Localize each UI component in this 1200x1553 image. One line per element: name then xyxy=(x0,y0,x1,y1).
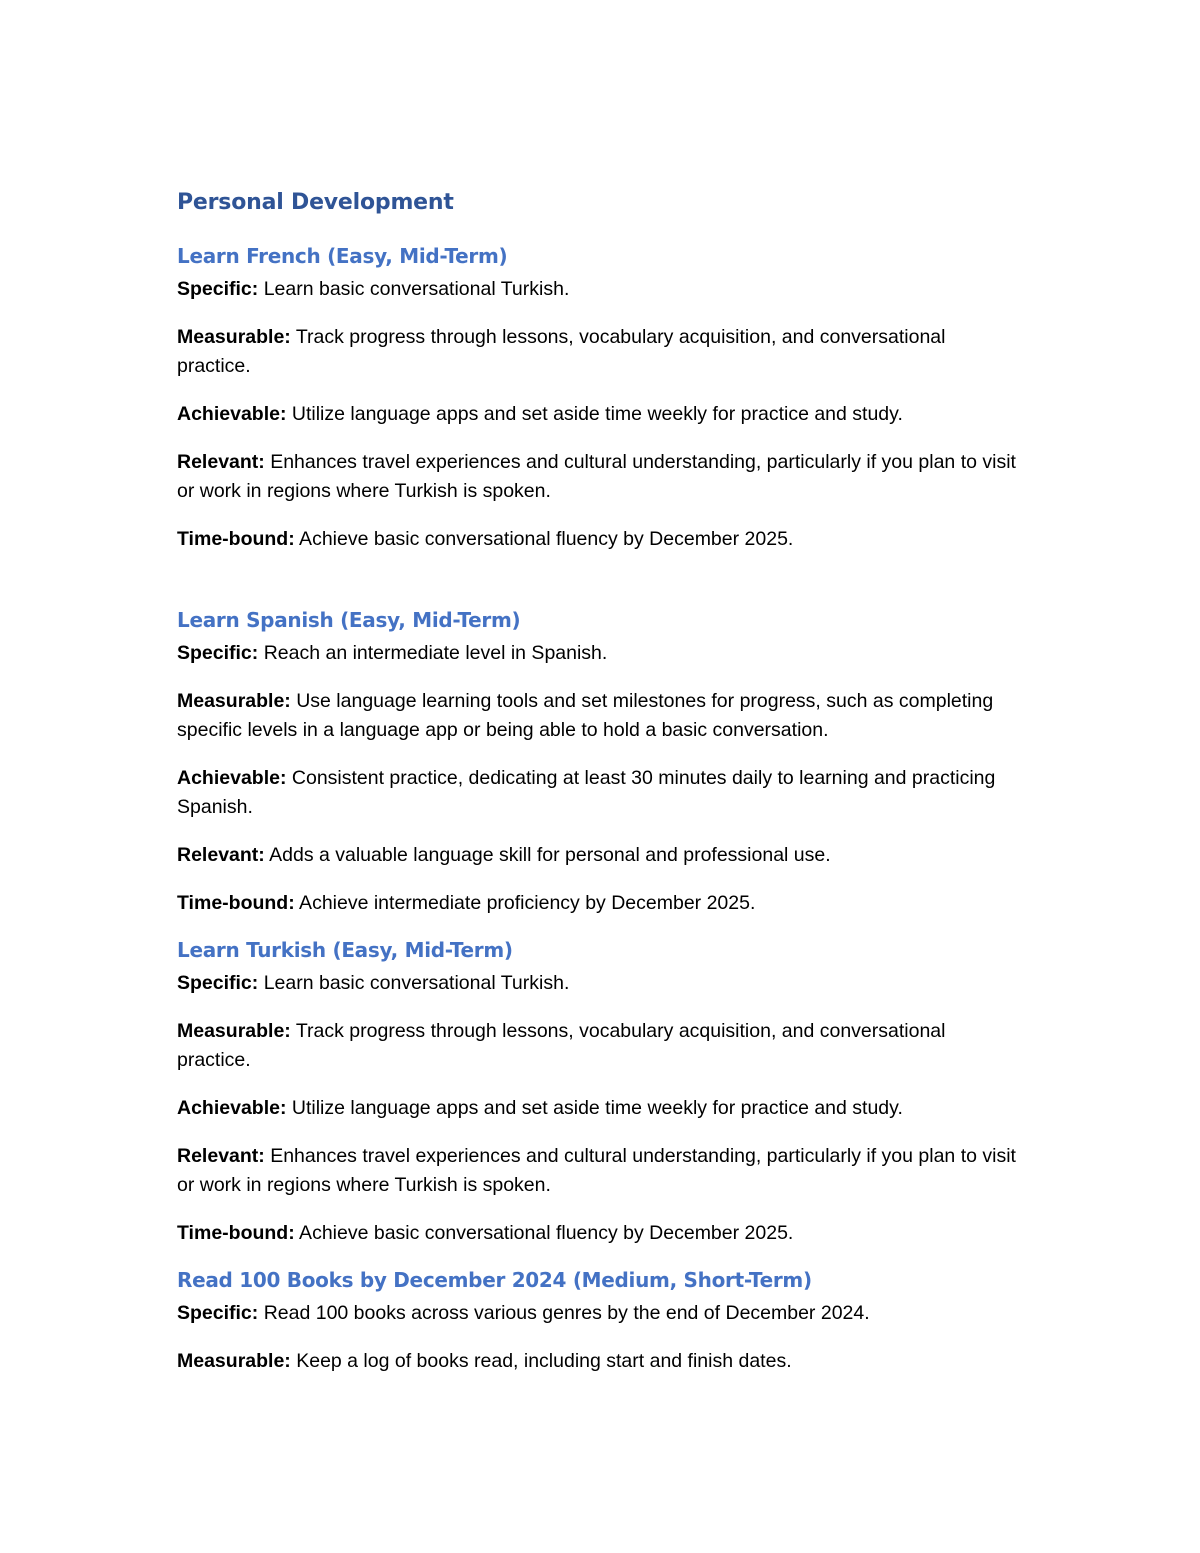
goal-section-spanish xyxy=(177,607,1017,918)
document-page xyxy=(177,190,1017,1395)
time-bound-text: Achieve intermediate proficiency by December 2025. xyxy=(294,892,756,914)
specific-label: Specific: xyxy=(177,642,259,664)
achievable-paragraph xyxy=(177,1094,1017,1123)
achievable-label: Achievable: xyxy=(177,1097,287,1119)
specific-text: Learn basic conversational Turkish. xyxy=(258,972,570,994)
relevant-paragraph xyxy=(177,841,1017,870)
achievable-paragraph xyxy=(177,400,1017,429)
section-heading: Learn Spanish (Easy, Mid-Term) xyxy=(177,608,521,632)
time-bound-text: Achieve basic conversational fluency by December 2025. xyxy=(294,528,794,550)
specific-text: Reach an intermediate level in Spanish. xyxy=(258,642,608,664)
relevant-label: Relevant: xyxy=(177,844,265,866)
time-bound-text: Achieve basic conversational fluency by December 2025. xyxy=(294,1222,794,1244)
page-title: Personal Development xyxy=(177,190,454,215)
measurable-paragraph xyxy=(177,687,1017,745)
measurable-paragraph xyxy=(177,1017,1017,1075)
blank-paragraph xyxy=(177,573,1017,607)
time-bound-paragraph xyxy=(177,889,1017,918)
relevant-label: Relevant: xyxy=(177,1145,265,1167)
specific-paragraph xyxy=(177,639,1017,668)
achievable-label: Achievable: xyxy=(177,767,287,789)
measurable-text: Use language learning tools and set milestones for progress, such as completing specific levels in a language app or being able to hold a basic conversation. xyxy=(177,690,994,741)
measurable-paragraph xyxy=(177,323,1017,381)
achievable-text: Utilize language apps and set aside time weekly for practice and study. xyxy=(286,1097,903,1119)
relevant-text: Adds a valuable language skill for personal and professional use. xyxy=(264,844,831,866)
specific-label: Specific: xyxy=(177,1302,259,1324)
measurable-paragraph xyxy=(177,1347,1017,1376)
specific-paragraph xyxy=(177,275,1017,304)
time-bound-label: Time-bound: xyxy=(177,892,295,914)
measurable-text: Track progress through lessons, vocabulary acquisition, and conversational practice. xyxy=(177,326,946,377)
measurable-label: Measurable: xyxy=(177,1020,291,1042)
measurable-label: Measurable: xyxy=(177,690,291,712)
measurable-text: Keep a log of books read, including start and finish dates. xyxy=(290,1350,792,1372)
achievable-paragraph xyxy=(177,764,1017,822)
time-bound-paragraph xyxy=(177,1219,1017,1248)
goal-section-turkish xyxy=(177,937,1017,1248)
specific-paragraph xyxy=(177,1299,1017,1328)
specific-paragraph xyxy=(177,969,1017,998)
time-bound-label: Time-bound: xyxy=(177,1222,295,1244)
relevant-paragraph xyxy=(177,448,1017,506)
achievable-label: Achievable: xyxy=(177,403,287,425)
achievable-text: Consistent practice, dedicating at least 30 minutes daily to learning and practicing Spanish. xyxy=(177,767,996,818)
measurable-label: Measurable: xyxy=(177,326,291,348)
specific-label: Specific: xyxy=(177,972,259,994)
time-bound-paragraph xyxy=(177,525,1017,554)
specific-text: Read 100 books across various genres by the end of December 2024. xyxy=(258,1302,870,1324)
measurable-text: Track progress through lessons, vocabulary acquisition, and conversational practice. xyxy=(177,1020,946,1071)
section-heading: Learn French (Easy, Mid-Term) xyxy=(177,244,508,268)
relevant-paragraph xyxy=(177,1142,1017,1200)
goal-section-french xyxy=(177,243,1017,554)
specific-label: Specific: xyxy=(177,278,259,300)
achievable-text: Utilize language apps and set aside time weekly for practice and study. xyxy=(286,403,903,425)
measurable-label: Measurable: xyxy=(177,1350,291,1372)
specific-text: Learn basic conversational Turkish. xyxy=(258,278,570,300)
relevant-text: Enhances travel experiences and cultural understanding, particularly if you plan to visit or work in regions where Turkish is spoken. xyxy=(177,1145,1016,1196)
section-heading: Learn Turkish (Easy, Mid-Term) xyxy=(177,938,513,962)
section-heading: Read 100 Books by December 2024 (Medium, Short-Term) xyxy=(177,1268,812,1292)
relevant-text: Enhances travel experiences and cultural understanding, particularly if you plan to visit or work in regions where Turkish is spoken. xyxy=(177,451,1016,502)
goal-section-reading xyxy=(177,1267,1017,1376)
relevant-label: Relevant: xyxy=(177,451,265,473)
time-bound-label: Time-bound: xyxy=(177,528,295,550)
